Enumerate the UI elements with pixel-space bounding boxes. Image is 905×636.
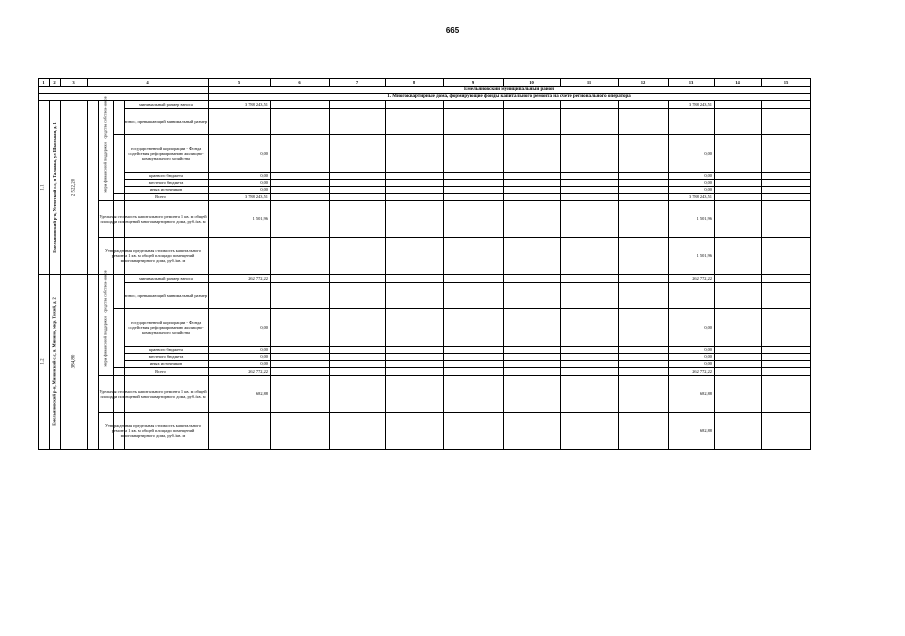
label-unit-cost-2: Удельная стоимость капитального ремонта 1 кв. м общей площади помещений многоквартирного дома, руб./кв. м bbox=[99, 388, 207, 399]
section-title: 1. Многоквартирные дома, формирующие фонды капитального ремонта на счете регионального оператора bbox=[387, 94, 631, 99]
h1-local: 0,00 bbox=[260, 180, 268, 185]
col-num-6: 6 bbox=[298, 79, 301, 85]
label-limit-cost-2: Утвержденная предельная стоимость капитального ремонта 1 кв. м общей площади помещений многоквартирного дома, руб./кв. м bbox=[104, 423, 202, 438]
col-line bbox=[503, 100, 504, 450]
h1-other: 0,00 bbox=[260, 187, 268, 192]
label-total-2: Всего bbox=[155, 368, 166, 374]
h2-local: 0,00 bbox=[260, 354, 268, 359]
label-over-min-2: взнос, превышающий минимальный размер bbox=[124, 292, 208, 298]
label-local-2: местного бюджета bbox=[148, 354, 184, 359]
col-num-7: 7 bbox=[355, 79, 359, 85]
h2-col13-local: 0,00 bbox=[704, 354, 712, 359]
label-unit-cost: Удельная стоимость капитального ремонта 1 кв. м общей площади помещений многоквартирного дома, руб./кв. м bbox=[99, 213, 207, 224]
label-total: Всего bbox=[155, 194, 166, 199]
col-line bbox=[714, 100, 715, 450]
label-other: иных источников bbox=[149, 187, 183, 192]
col-line bbox=[618, 100, 619, 450]
h2-total: 262 772,22 bbox=[248, 368, 268, 374]
house-2-address-cell bbox=[49, 274, 60, 449]
label-min-payment-2: минимальный размер взноса bbox=[139, 275, 193, 281]
h2-col13-state: 0,00 bbox=[704, 324, 712, 330]
house-2-area-cell bbox=[60, 274, 87, 449]
h1-unit-cost: 1 501,96 bbox=[252, 216, 268, 221]
h2-regional: 0,00 bbox=[260, 347, 268, 352]
house-1-num-cell bbox=[38, 100, 49, 274]
col-num-2: 2 bbox=[53, 79, 56, 85]
col-line bbox=[329, 100, 330, 450]
h2-col13-total: 262 772,22 bbox=[692, 368, 712, 374]
col-num-12: 12 bbox=[640, 79, 646, 85]
col-num-10: 10 bbox=[529, 79, 534, 85]
house-2-funding-group bbox=[98, 308, 113, 375]
label-other-2: иных источников bbox=[149, 361, 183, 366]
label-over-min: взнос, превышающий минимальный размер bbox=[124, 118, 208, 124]
owners-group-label-2: средства собствен-ников bbox=[103, 269, 108, 313]
h1-min-payment: 3 788 243,51 bbox=[244, 101, 268, 107]
house-1-area-cell bbox=[60, 100, 87, 274]
col-num-9: 9 bbox=[471, 79, 475, 85]
col-num-8: 8 bbox=[412, 79, 416, 85]
h1-col13-unit: 1 501,96 bbox=[696, 216, 712, 221]
h1-col13-local: 0,00 bbox=[704, 180, 712, 185]
col-num-11: 11 bbox=[586, 79, 592, 85]
col-num-1: 1 bbox=[42, 79, 45, 85]
house-2-area: 384,80 bbox=[71, 354, 76, 369]
row-line bbox=[124, 282, 810, 283]
h2-col13-min: 262 772,22 bbox=[692, 275, 712, 281]
label-min-payment: минимальный размер взноса bbox=[139, 101, 193, 107]
col-num-14: 14 bbox=[735, 79, 740, 85]
house-2-address: Емельяновский р-н, Мининский с.с, п. Минино, мкр. Тихий, д. 2 bbox=[52, 297, 57, 426]
h1-col13-limit: 1 501,96 bbox=[696, 253, 712, 258]
table-border-right bbox=[810, 78, 811, 450]
house-1-funding-group bbox=[98, 134, 113, 200]
col-line bbox=[385, 100, 386, 450]
h2-state-corp: 0,00 bbox=[260, 324, 268, 330]
house-1-address: Емельяновский р-н, Устюгский с.с, п Талажка, ул Школьная, д. 1 bbox=[52, 121, 58, 253]
label-state-corp-2: государственной корпорации - Фонда содействия реформированию жилищно-коммунального хозяйства bbox=[128, 319, 204, 335]
house-1-num: 1.1 bbox=[41, 183, 46, 191]
label-regional-2: краевого бюджета bbox=[149, 347, 183, 352]
h1-state-corp: 0,00 bbox=[260, 150, 268, 156]
label-regional: краевого бюджета bbox=[149, 173, 183, 178]
page-number: 665 bbox=[445, 26, 460, 35]
col-line bbox=[87, 100, 88, 450]
h1-total: 3 788 243,51 bbox=[244, 194, 268, 199]
col-num-3: 3 bbox=[72, 79, 75, 85]
label-state-corp: государственной корпорации - Фонда содействия реформированию жилищно-коммунального хозяйства bbox=[128, 145, 204, 161]
h1-col13-other: 0,00 bbox=[704, 187, 712, 192]
h2-col13-unit: 682,88 bbox=[699, 391, 712, 396]
funding-group-label: меры финансовой поддержки bbox=[103, 141, 108, 193]
funding-group-label-2: меры финансовой поддержки bbox=[103, 316, 108, 367]
h2-col13-limit: 682,88 bbox=[699, 428, 712, 433]
capital-repair-table bbox=[38, 78, 811, 450]
table-border-bottom bbox=[38, 449, 811, 450]
district-title: Емельяновский муниципальный район bbox=[463, 87, 554, 92]
h1-col13-regional: 0,00 bbox=[704, 173, 712, 178]
label-local: местного бюджета bbox=[148, 180, 184, 185]
owners-group-label: средства собствен-ников bbox=[103, 95, 108, 139]
h1-regional: 0,00 bbox=[260, 173, 268, 178]
h2-col13-other: 0,00 bbox=[704, 361, 712, 366]
label-limit-cost: Утвержденная предельная стоимость капитального ремонта 1 кв. м общей площади помещений многоквартирного дома, руб./кв. м bbox=[104, 248, 202, 263]
h2-other: 0,00 bbox=[260, 361, 268, 366]
house-2-num-cell bbox=[38, 274, 49, 449]
house-1-address-cell bbox=[49, 100, 60, 274]
col-line bbox=[560, 100, 561, 450]
col-line bbox=[761, 100, 762, 450]
house-2-owners-group bbox=[98, 269, 113, 313]
row-line bbox=[124, 108, 810, 109]
h1-col13-min: 3 788 243,51 bbox=[688, 101, 712, 107]
h1-col13-state: 0,00 bbox=[704, 150, 712, 156]
col-num-4: 4 bbox=[146, 79, 149, 85]
col-line bbox=[270, 100, 271, 450]
col-num-15: 15 bbox=[783, 79, 789, 85]
col-line bbox=[443, 100, 444, 450]
h1-col13-total: 3 788 243,51 bbox=[688, 194, 712, 199]
house-2-num: 1.2 bbox=[41, 358, 46, 365]
house-1-area: 2 522,20 bbox=[71, 178, 76, 196]
col-num-5: 5 bbox=[237, 79, 241, 85]
house-1-owners-group bbox=[98, 95, 113, 139]
h2-col13-regional: 0,00 bbox=[704, 347, 712, 352]
h2-min-payment: 262 772,22 bbox=[248, 275, 268, 281]
col-num-13: 13 bbox=[688, 79, 694, 85]
h2-unit-cost: 682,88 bbox=[255, 391, 268, 396]
